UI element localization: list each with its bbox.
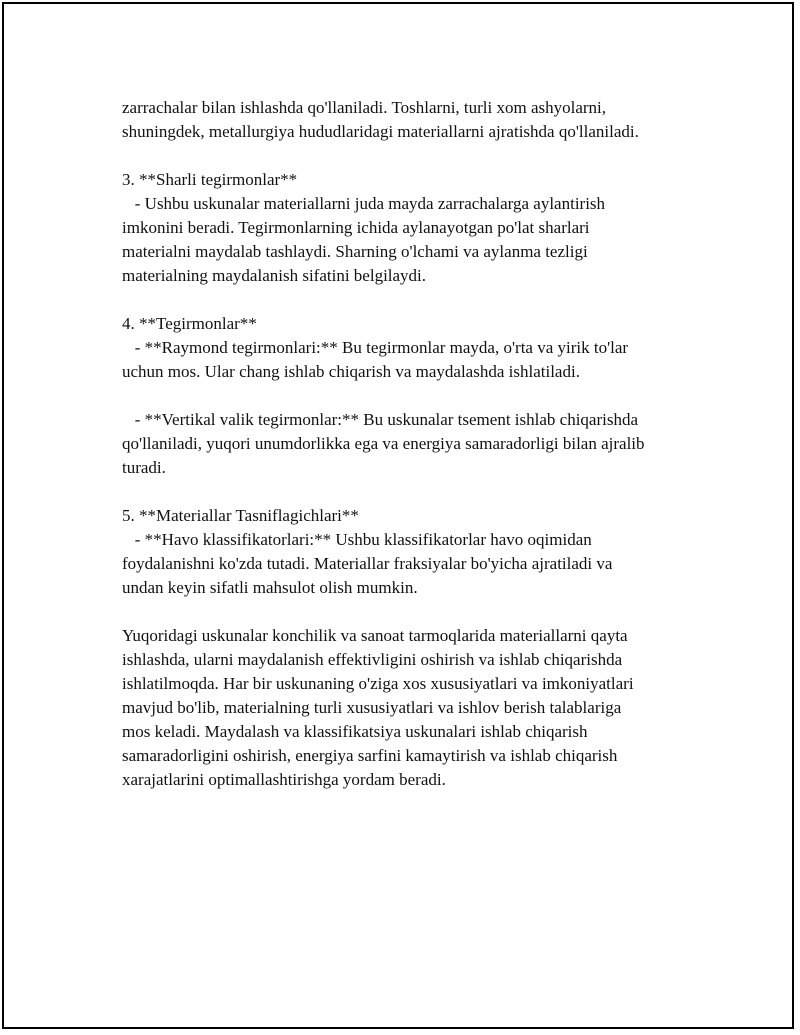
text-line: - **Raymond tegirmonlari:** Bu tegirmonlar mayda, o'rta va yirik to'lar [122, 338, 629, 357]
text-line: shuningdek, metallurgiya hududlaridagi materiallarni ajratishda qo'llaniladi. [122, 122, 639, 141]
text-line: zarrachalar bilan ishlashda qo'llaniladi. Toshlarni, turli xom ashyolarni, [122, 98, 607, 117]
conclusion-paragraph [122, 624, 702, 792]
section-5-classifiers [122, 504, 702, 600]
document-body [122, 96, 702, 792]
text-line: qo'llaniladi, yuqori unumdorlikka ega va energiya samaradorligi bilan ajralib [122, 434, 645, 453]
text-line: imkonini beradi. Tegirmonlarning ichida aylanayotgan po'lat sharlari [122, 218, 590, 237]
text-line: - Ushbu uskunalar materiallarni juda mayda zarrachalarga aylantirish [122, 194, 606, 213]
section-heading: 5. **Materiallar Tasniflagichlari** [122, 506, 359, 525]
text-line: materialning maydalanish sifatini belgilaydi. [122, 266, 427, 285]
text-line: materialni maydalab tashlaydi. Sharning o'lchami va aylanma tezligi [122, 242, 588, 261]
paragraph-gap [122, 480, 702, 504]
paragraph-gap [122, 144, 702, 168]
section-heading: 3. **Sharli tegirmonlar** [122, 170, 298, 189]
text-line: - **Vertikal valik tegirmonlar:** Bu uskunalar tsement ishlab chiqarishda [122, 410, 639, 429]
text-line: - **Havo klassifikatorlari:** Ushbu klassifikatorlar havo oqimidan [122, 530, 592, 549]
text-line: Yuqoridagi uskunalar konchilik va sanoat tarmoqlarida materiallarni qayta [122, 626, 628, 645]
paragraph-gap [122, 600, 702, 624]
text-line: foydalanishni ko'zda tutadi. Materiallar fraksiyalar bo'yicha ajratiladi va [122, 554, 613, 573]
text-line: samaradorligini oshirish, energiya sarfini kamaytirish va ishlab chiqarish [122, 746, 618, 765]
section-heading: 4. **Tegirmonlar** [122, 314, 257, 333]
text-line: ishlatilmoqda. Har bir uskunaning o'ziga xos xususiyatlari va imkoniyatlari [122, 674, 634, 693]
paragraph-intro-continuation [122, 96, 702, 144]
section-4-mills [122, 312, 702, 384]
page-frame [2, 2, 794, 1029]
paragraph-gap [122, 288, 702, 312]
text-line: mavjud bo'lib, materialning turli xususiyatlari va ishlov berish talablariga [122, 698, 622, 717]
text-line: uchun mos. Ular chang ishlab chiqarish va maydalashda ishlatiladi. [122, 362, 580, 381]
text-line: undan keyin sifatli mahsulot olish mumkin. [122, 578, 418, 597]
text-line: mos keladi. Maydalash va klassifikatsiya uskunalari ishlab chiqarish [122, 722, 588, 741]
text-line: ishlashda, ularni maydalanish effektivligini oshirish va ishlab chiqarishda [122, 650, 623, 669]
section-4-vertical-mills [122, 408, 702, 480]
text-line: turadi. [122, 458, 166, 477]
paragraph-gap [122, 384, 702, 408]
section-3-ball-mills [122, 168, 702, 288]
text-line: xarajatlarini optimallashtirishga yordam beradi. [122, 770, 446, 789]
